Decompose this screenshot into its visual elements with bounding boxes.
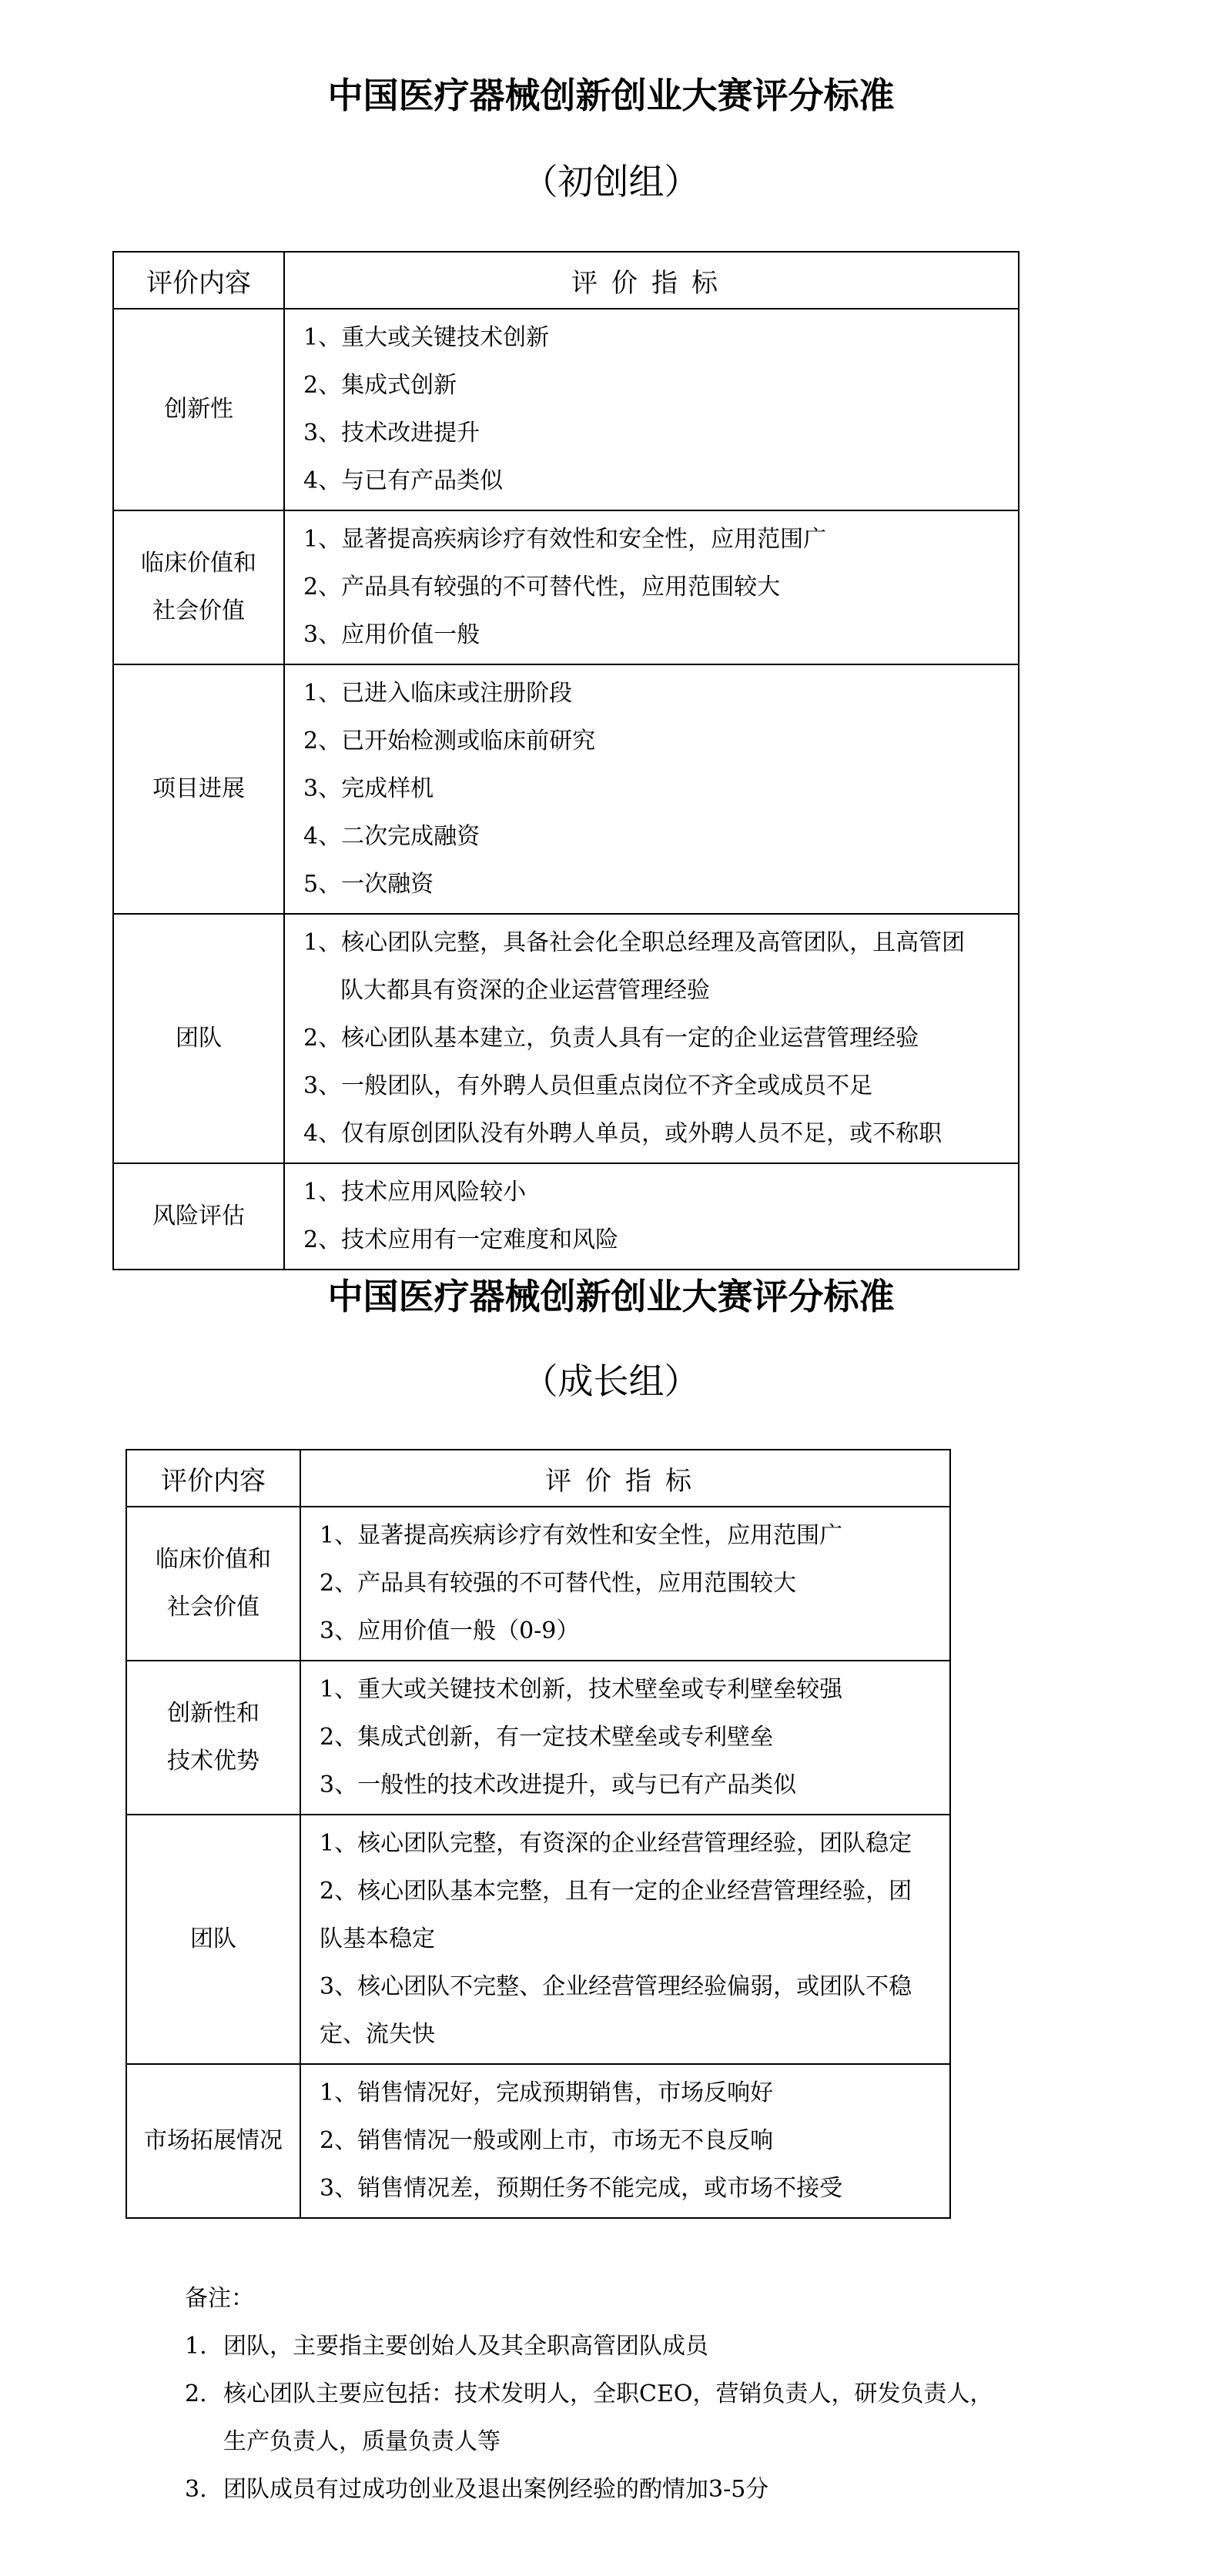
table-row bbox=[113, 309, 1019, 510]
indicator-item: 2、产品具有较强的不可替代性，应用范围较大 bbox=[320, 1570, 797, 1597]
indicators-cell bbox=[284, 914, 1019, 1163]
indicator-item: 4、仅有原创团队没有外聘人单员，或外聘人员不足，或不称职 bbox=[303, 1120, 942, 1147]
indicator-item: 2、产品具有较强的不可替代性，应用范围较大 bbox=[303, 574, 781, 601]
table-row bbox=[126, 1815, 950, 2064]
indicators-cell bbox=[300, 1507, 950, 1661]
indicator-item bbox=[320, 1963, 949, 2059]
criterion-cell bbox=[113, 1163, 284, 1270]
note-number: 3. bbox=[185, 2476, 207, 2503]
note-text-continued: 生产负责人，质量负责人等 bbox=[223, 2428, 501, 2455]
criterion-cell bbox=[113, 914, 284, 1163]
indicator-item: 2、销售情况一般或刚上市，市场无不良反响 bbox=[320, 2127, 774, 2154]
note-text: 团队，主要指主要创始人及其全职高管团队成员 bbox=[223, 2333, 708, 2360]
criterion-label: 团队 bbox=[190, 1925, 236, 1952]
notes-title: 备注： bbox=[185, 2285, 254, 2312]
indicator-item: 5、一次融资 bbox=[303, 871, 434, 898]
note-item bbox=[185, 2466, 1070, 2514]
indicator-item: 1、已进入临床或注册阶段 bbox=[303, 680, 573, 707]
indicator-item: 3、完成样机 bbox=[303, 775, 434, 802]
table-row bbox=[113, 664, 1019, 914]
indicator-item: 2、技术应用有一定难度和风险 bbox=[303, 1226, 619, 1253]
indicator-line: 1、核心团队完整，具备社会化全职总经理及高管团队，且高管团 bbox=[303, 929, 966, 956]
note-item bbox=[185, 2323, 1070, 2370]
table-header-row bbox=[113, 252, 1019, 309]
indicator-item: 1、技术应用风险较小 bbox=[303, 1179, 527, 1206]
note-number: 2. bbox=[185, 2380, 207, 2407]
indicators-cell bbox=[300, 1661, 950, 1815]
indicator-item: 4、二次完成融资 bbox=[303, 823, 480, 850]
section2-subtitle: （成长组） bbox=[522, 1360, 700, 1402]
indicator-item: 4、与已有产品类似 bbox=[303, 467, 504, 494]
criterion-label: 技术优势 bbox=[167, 1748, 259, 1775]
note-text: 团队成员有过成功创业及退出案例经验的酌情加3-5分 bbox=[223, 2476, 769, 2503]
criterion-label: 项目进展 bbox=[152, 775, 245, 802]
indicator-item: 1、重大或关键技术创新，技术壁垒或专利壁垒较强 bbox=[320, 1676, 843, 1703]
indicator-item: 1、显著提高疾病诊疗有效性和安全性，应用范围广 bbox=[320, 1522, 843, 1549]
indicator-item: 1、显著提高疾病诊疗有效性和安全性，应用范围广 bbox=[303, 526, 827, 553]
note-number: 1. bbox=[185, 2333, 207, 2360]
notes-section bbox=[185, 2275, 1070, 2514]
section2-title: 中国医疗器械创新创业大赛评分标准 bbox=[327, 1276, 895, 1317]
table-row bbox=[113, 510, 1019, 664]
indicator-line-continued: 队大都具有资深的企业运营管理经验 bbox=[340, 977, 710, 1004]
header-indicators: 评价指标 bbox=[300, 1450, 950, 1507]
section1-subtitle: （初创组） bbox=[522, 161, 700, 202]
criterion-label: 市场拓展情况 bbox=[144, 2127, 283, 2154]
table-row bbox=[113, 914, 1019, 1163]
table-row bbox=[113, 1163, 1019, 1270]
table-row bbox=[126, 1507, 950, 1661]
criterion-label: 社会价值 bbox=[167, 1594, 259, 1621]
criterion-cell bbox=[113, 510, 284, 664]
indicators-cell bbox=[300, 1815, 950, 2064]
indicator-item: 3、一般性的技术改进提升，或与已有产品类似 bbox=[320, 1771, 797, 1798]
notes-list bbox=[185, 2323, 1070, 2514]
indicator-item bbox=[320, 1868, 949, 1963]
indicators-cell bbox=[300, 2064, 950, 2218]
indicator-item: 2、核心团队基本建立，负责人具有一定的企业运营管理经验 bbox=[303, 1025, 919, 1052]
criterion-label: 社会价值 bbox=[152, 597, 245, 624]
criterion-label: 临床价值和 bbox=[141, 550, 256, 577]
indicator-item: 3、应用价值一般 bbox=[303, 621, 480, 648]
criterion-cell bbox=[113, 664, 284, 914]
indicator-line: 3、核心团队不完整、企业经营管理经验偏弱，或团队不稳 bbox=[320, 1973, 912, 2000]
criterion-label: 风险评估 bbox=[152, 1203, 245, 1229]
scoring-table-startup bbox=[112, 251, 1019, 1270]
indicator-item: 3、应用价值一般（0-9） bbox=[320, 1618, 580, 1644]
criterion-label: 团队 bbox=[176, 1025, 222, 1052]
indicator-line: 2、核心团队基本完整，且有一定的企业经营管理经验，团 bbox=[320, 1878, 912, 1905]
indicator-item: 3、一般团队，有外聘人员但重点岗位不齐全或成员不足 bbox=[303, 1072, 873, 1099]
criterion-cell bbox=[113, 309, 284, 510]
indicator-item: 1、销售情况好，完成预期销售，市场反响好 bbox=[320, 2079, 774, 2106]
indicator-item bbox=[303, 919, 1018, 1015]
section1-title: 中国医疗器械创新创业大赛评分标准 bbox=[327, 75, 895, 116]
indicator-item: 2、集成式创新 bbox=[303, 372, 457, 399]
criterion-cell bbox=[126, 1815, 300, 2064]
scoring-table-growth bbox=[126, 1449, 951, 2219]
header-category: 评价内容 bbox=[113, 252, 284, 309]
indicator-item: 2、集成式创新，有一定技术壁垒或专利壁垒 bbox=[320, 1724, 774, 1751]
table-row bbox=[126, 1661, 950, 1815]
indicators-cell bbox=[284, 309, 1019, 510]
header-indicators: 评价指标 bbox=[284, 252, 1019, 309]
note-item bbox=[185, 2370, 1070, 2466]
criterion-label: 临床价值和 bbox=[156, 1546, 271, 1573]
indicators-cell bbox=[284, 664, 1019, 914]
indicators-cell bbox=[284, 1163, 1019, 1270]
criterion-cell bbox=[126, 1507, 300, 1661]
indicator-item: 1、核心团队完整，有资深的企业经营管理经验，团队稳定 bbox=[320, 1830, 912, 1857]
criterion-cell bbox=[126, 2064, 300, 2218]
note-text: 核心团队主要应包括：技术发明人，全职CEO，营销负责人，研发负责人， bbox=[223, 2380, 993, 2407]
table-row bbox=[126, 2064, 950, 2218]
criterion-label: 创新性 bbox=[164, 396, 233, 423]
indicator-line-continued: 定、流失快 bbox=[320, 2021, 435, 2048]
indicator-item: 3、销售情况差，预期任务不能完成，或市场不接受 bbox=[320, 2175, 843, 2202]
header-category: 评价内容 bbox=[126, 1450, 300, 1507]
indicator-item: 2、已开始检测或临床前研究 bbox=[303, 728, 596, 754]
indicator-item: 3、技术改进提升 bbox=[303, 420, 480, 447]
indicator-item: 1、重大或关键技术创新 bbox=[303, 324, 550, 351]
criterion-cell bbox=[126, 1661, 300, 1815]
indicator-line-continued: 队基本稳定 bbox=[320, 1925, 435, 1952]
table-header-row bbox=[126, 1450, 950, 1507]
indicators-cell bbox=[284, 510, 1019, 664]
criterion-label: 创新性和 bbox=[167, 1700, 259, 1727]
